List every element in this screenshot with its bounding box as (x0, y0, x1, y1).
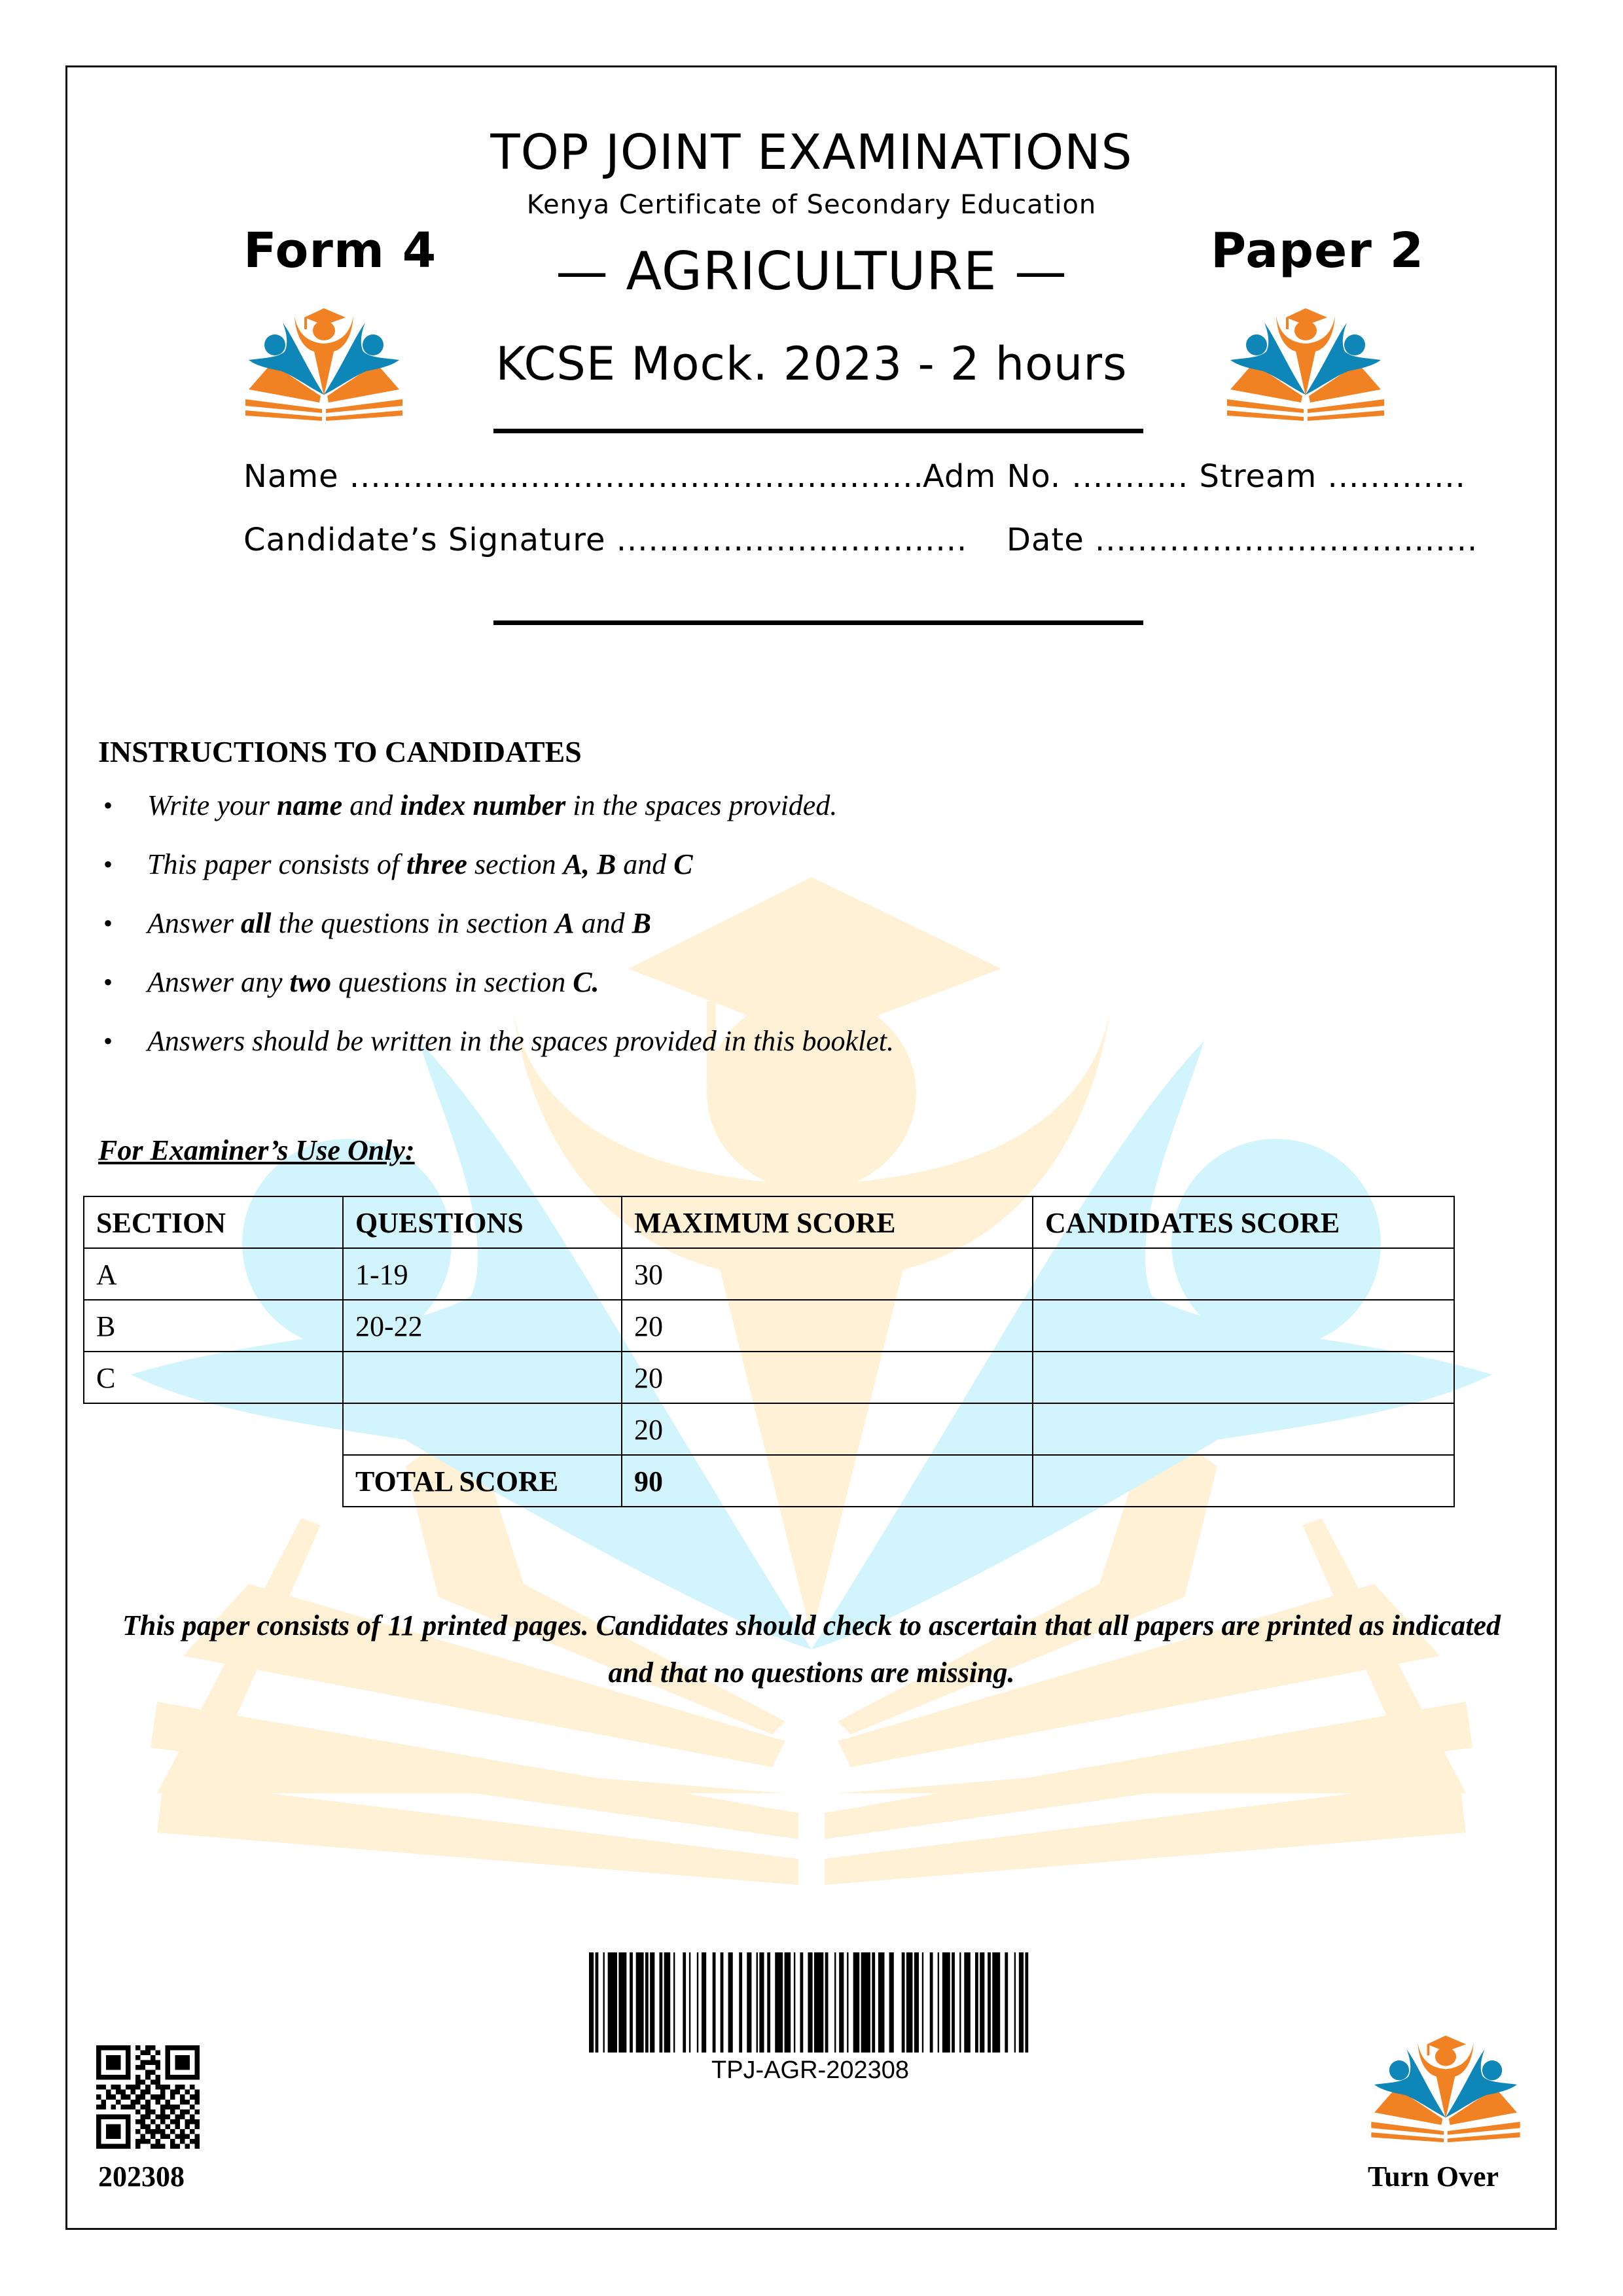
adm-input-dots[interactable]: ........... (1071, 458, 1189, 495)
max-score-cell: 20 (622, 1352, 1033, 1403)
paper-code: 202308 (98, 2161, 185, 2193)
table-row (84, 1248, 1454, 1300)
bullet-icon: • (103, 850, 113, 879)
instruction-text: and (574, 907, 632, 939)
emphasis-text: C. (573, 966, 599, 998)
questions-cell (343, 1403, 622, 1455)
instruction-text: questions in section (331, 966, 573, 998)
max-score-cell: 20 (622, 1403, 1033, 1455)
paper-label: Paper 2 (1211, 223, 1425, 279)
total-label-cell: TOTAL SCORE (343, 1455, 622, 1507)
total-row (84, 1455, 1454, 1507)
bullet-icon: • (103, 1026, 113, 1056)
candidate-score-cell[interactable] (1033, 1403, 1454, 1455)
turn-over-label: Turn Over (1368, 2161, 1499, 2193)
signature-label: Candidate’s Signature (243, 522, 606, 558)
questions-cell: 1-19 (343, 1248, 622, 1300)
instruction-text: Write your (147, 789, 277, 821)
empty-cell (84, 1455, 343, 1507)
emphasis-text: index number (400, 789, 566, 821)
fields-divider (493, 620, 1143, 625)
column-header: SECTION (84, 1196, 343, 1248)
total-score-cell[interactable] (1033, 1455, 1454, 1507)
column-header: CANDIDATES SCORE (1033, 1196, 1454, 1248)
emphasis-text: name (276, 789, 343, 821)
table-header-row (84, 1196, 1454, 1248)
stream-input-dots[interactable]: ............. (1327, 458, 1466, 495)
graduates-book-logo-icon (1368, 2026, 1524, 2144)
pages-notice: This paper consists of 11 printed pages. Candidates should check to ascertain that all papers are printed as indicated and that no questions are missing. (122, 1609, 1501, 1689)
adm-label: Adm No. (923, 458, 1061, 495)
questions-cell (343, 1352, 622, 1403)
table-row (84, 1352, 1454, 1403)
instruction-text: and (342, 789, 401, 821)
questions-cell: 20-22 (343, 1300, 622, 1352)
barcode-icon (589, 1952, 1031, 2053)
section-cell: A (84, 1248, 343, 1300)
max-score-cell: 20 (622, 1300, 1033, 1352)
emphasis-text: three (406, 848, 467, 880)
max-score-cell: 30 (622, 1248, 1033, 1300)
name-input-dots[interactable]: ...................................................... (349, 458, 924, 495)
instruction-text: section (467, 848, 563, 880)
emphasis-text: A (555, 907, 575, 939)
form-label: Form 4 (243, 223, 437, 279)
date-input-dots[interactable]: .................................... (1095, 522, 1478, 558)
section-cell: C (84, 1352, 343, 1403)
instruction-item (98, 959, 894, 1018)
signature-input-dots[interactable]: ................................. (616, 522, 968, 558)
instructions-heading: INSTRUCTIONS TO CANDIDATES (98, 735, 582, 768)
column-header: QUESTIONS (343, 1196, 622, 1248)
score-table (83, 1196, 1455, 1507)
emphasis-text: all (241, 907, 272, 939)
signature-field[interactable] (243, 522, 967, 558)
instruction-item (98, 841, 894, 900)
instruction-item (98, 782, 894, 841)
column-header: MAXIMUM SCORE (622, 1196, 1033, 1248)
exam-duration: KCSE Mock. 2023 - 2 hours (495, 337, 1128, 391)
emphasis-text: two (289, 966, 332, 998)
candidate-score-cell[interactable] (1033, 1248, 1454, 1300)
instruction-text: Answer any (147, 966, 290, 998)
emphasis-text: A, B (563, 848, 616, 880)
instruction-text: Answers should be written in the spaces provided in this booklet. (147, 1025, 895, 1057)
instruction-text: Answer (147, 907, 241, 939)
empty-cell (84, 1403, 343, 1455)
candidate-score-cell[interactable] (1033, 1352, 1454, 1403)
instructions-list (98, 782, 894, 1077)
bullet-icon: • (103, 908, 113, 938)
graduates-book-logo-icon (1224, 298, 1387, 422)
adm-stream-fields (923, 458, 1466, 495)
certificate-subtitle: Kenya Certificate of Secondary Education (526, 190, 1097, 220)
instruction-item (98, 900, 894, 959)
table-row (84, 1403, 1454, 1455)
instruction-item (98, 1018, 894, 1077)
subject-title: — AGRICULTURE — (556, 241, 1067, 302)
bullet-icon: • (103, 967, 113, 997)
instruction-text: and (616, 848, 674, 880)
section-cell: B (84, 1300, 343, 1352)
instruction-text: the questions in section (271, 907, 556, 939)
exam-board-title: TOP JOINT EXAMINATIONS (490, 124, 1133, 181)
date-field[interactable] (1007, 522, 1478, 558)
instruction-text: This paper consists of (147, 848, 407, 880)
candidate-score-cell[interactable] (1033, 1300, 1454, 1352)
instruction-text: in the spaces provided. (565, 789, 838, 821)
qr-code-icon (96, 2045, 200, 2149)
name-field[interactable] (243, 458, 924, 495)
stream-label: Stream (1199, 458, 1317, 495)
header-divider (493, 429, 1143, 433)
emphasis-text: C (673, 848, 693, 880)
date-label: Date (1007, 522, 1084, 558)
examiner-use-heading: For Examiner’s Use Only: (98, 1134, 415, 1166)
bullet-icon: • (103, 791, 113, 820)
graduates-book-logo-icon (242, 298, 406, 422)
table-row (84, 1300, 1454, 1352)
name-label: Name (243, 458, 339, 495)
barcode-label: TPJ-AGR-202308 (711, 2056, 909, 2084)
emphasis-text: B (632, 907, 652, 939)
total-max-cell: 90 (622, 1455, 1033, 1507)
